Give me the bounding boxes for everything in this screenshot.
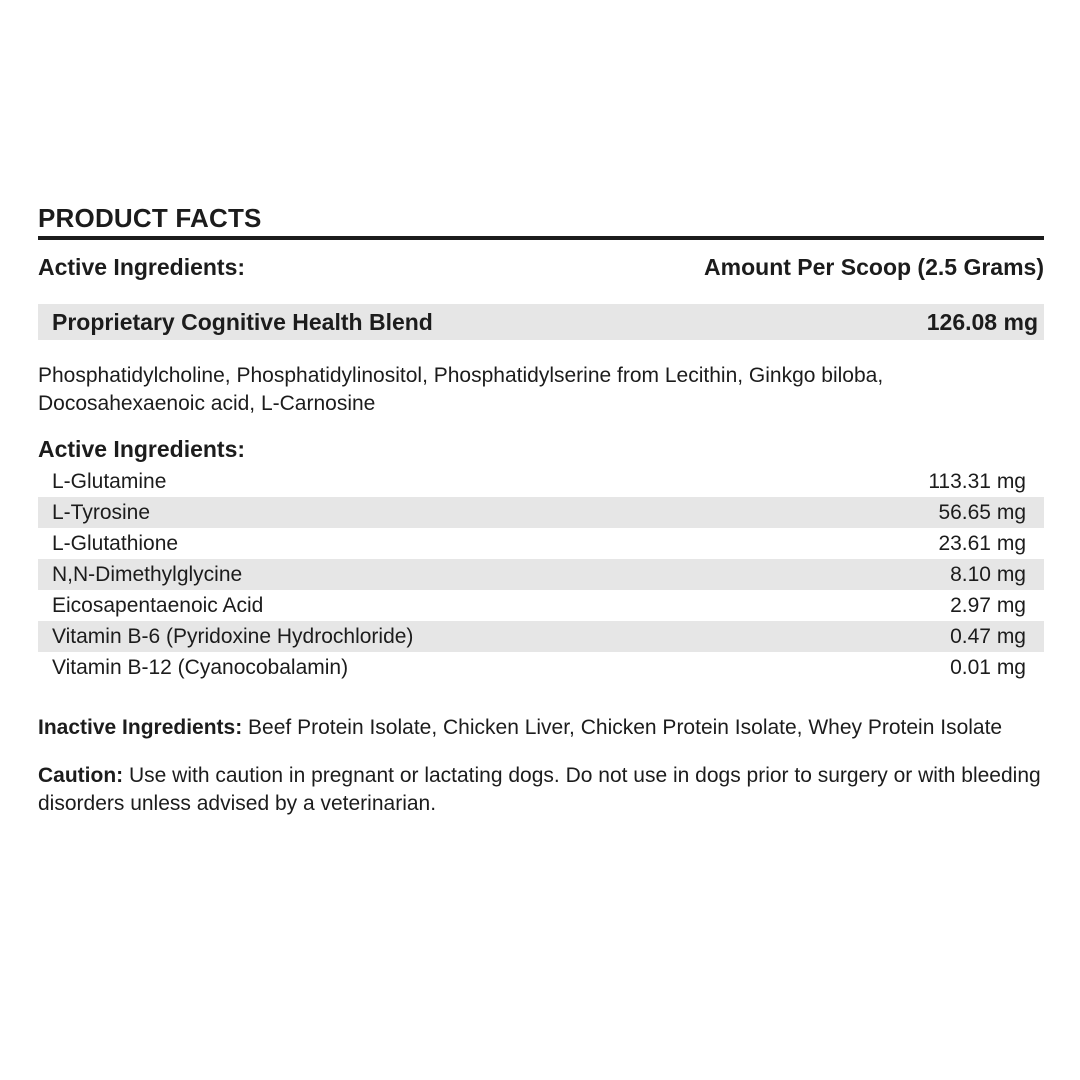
caution-text: Use with caution in pregnant or lactating dogs. Do not use in dogs prior to surgery or with bleeding disorders unless advised by a veterinarian. [38,764,1041,815]
ingredient-amount: 113.31 mg [928,469,1026,493]
inactive-ingredients [38,714,1044,742]
inactive-label: Inactive Ingredients: [38,716,243,739]
active-ingredients-header: Active Ingredients: [38,253,246,280]
blend-amount: 126.08 mg [926,308,1038,335]
ingredient-row [38,621,1044,652]
blend-row [38,304,1044,340]
panel-title: PRODUCT FACTS [38,202,1044,240]
ingredient-name: Vitamin B-6 (Pyridoxine Hydrochloride) [52,624,414,648]
ingredient-row [38,559,1044,590]
blend-description: Phosphatidylcholine, Phosphatidylinositol, Phosphatidylserine from Lecithin, Ginkgo biloba, Docosahexaenoic acid, L-Carnosine [38,364,884,415]
product-facts-panel [38,202,1044,818]
ingredient-amount: 8.10 mg [950,562,1026,586]
ingredient-name: N,N-Dimethylglycine [52,562,243,586]
ingredient-row [38,466,1044,497]
ingredient-row [38,590,1044,621]
ingredient-row [38,528,1044,559]
ingredient-name: L-Glutathione [52,531,179,555]
caution-note [38,762,1044,818]
ingredient-amount: 0.01 mg [950,655,1026,679]
ingredient-row [38,652,1044,683]
ingredient-amount: 23.61 mg [938,531,1026,555]
ingredient-amount: 56.65 mg [938,500,1026,524]
ingredient-name: Vitamin B-12 (Cyanocobalamin) [52,655,349,679]
ingredient-name: Eicosapentaenoic Acid [52,593,264,617]
caution-label: Caution: [38,764,124,787]
blend-name: Proprietary Cognitive Health Blend [52,308,433,335]
amount-per-scoop-header: Amount Per Scoop (2.5 Grams) [704,253,1044,280]
ingredient-amount: 2.97 mg [950,593,1026,617]
ingredient-name: L-Glutamine [52,469,167,493]
ingredient-name: L-Tyrosine [52,500,151,524]
ingredient-list [38,466,1044,683]
active-ingredients-heading: Active Ingredients: [38,436,246,462]
ingredient-row [38,497,1044,528]
inactive-text: Beef Protein Isolate, Chicken Liver, Chicken Protein Isolate, Whey Protein Isolate [242,716,1003,739]
ingredient-amount: 0.47 mg [950,624,1026,648]
column-header-row [38,240,1044,294]
